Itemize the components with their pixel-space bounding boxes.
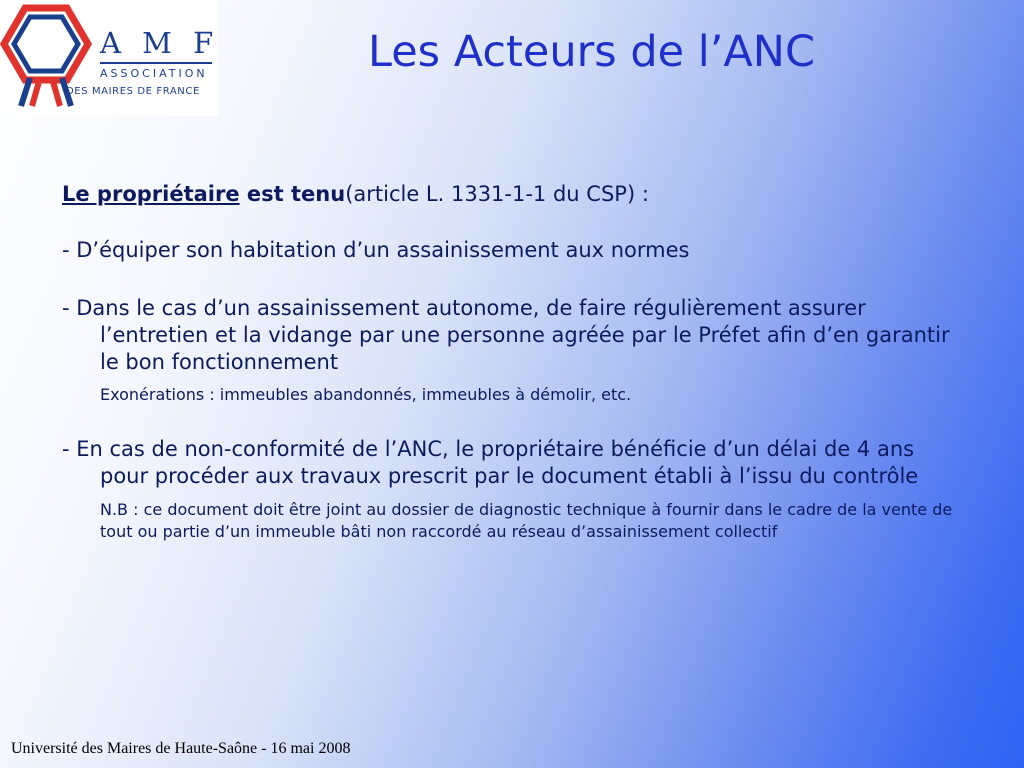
amf-logo [0,0,218,116]
logo-association: ASSOCIATION [100,67,208,80]
bullet-subnote: Exonérations : immeubles abandonnés, immeubles à démolir, etc. [100,385,632,404]
slide-body [62,180,962,543]
logo-maires-de-france: DES MAIRES DE FRANCE [66,86,200,97]
amf-emblem-icon [0,0,100,116]
logo-letters: A M F [100,26,220,60]
intro-subject: Le propriétaire [62,182,240,206]
intro-line [62,180,962,208]
intro-reference: (article L. 1331-1-1 du CSP) : [345,182,649,206]
bullet-item: - Dans le cas d’un assainissement autonome, de faire régulièrement assurer l’entretien et la vidange par une personne agréée par le Préfet afin d’en garantir le bon fonctionnement [62,296,950,374]
footer-text: Université des Maires de Haute-Saône - 16 mai 2008 [11,740,351,757]
bullet-subnote: N.B : ce document doit être joint au dossier de diagnostic technique à fournir dans le cadre de la vente de tout ou partie d’un immeuble bâti non raccordé au réseau d’assainissement collectif [100,500,953,541]
slide-title: Les Acteurs de l’ANC [368,27,815,77]
bullet-item: - En cas de non-conformité de l’ANC, le propriétaire bénéficie d’un délai de 4 ans pour procéder aux travaux prescrit par le document établi à l’issu du contrôle [62,437,919,488]
bullet-item: - D’équiper son habitation d’un assainissement aux normes [62,238,690,262]
logo-divider [100,62,212,64]
intro-verb: est tenu [239,182,346,206]
